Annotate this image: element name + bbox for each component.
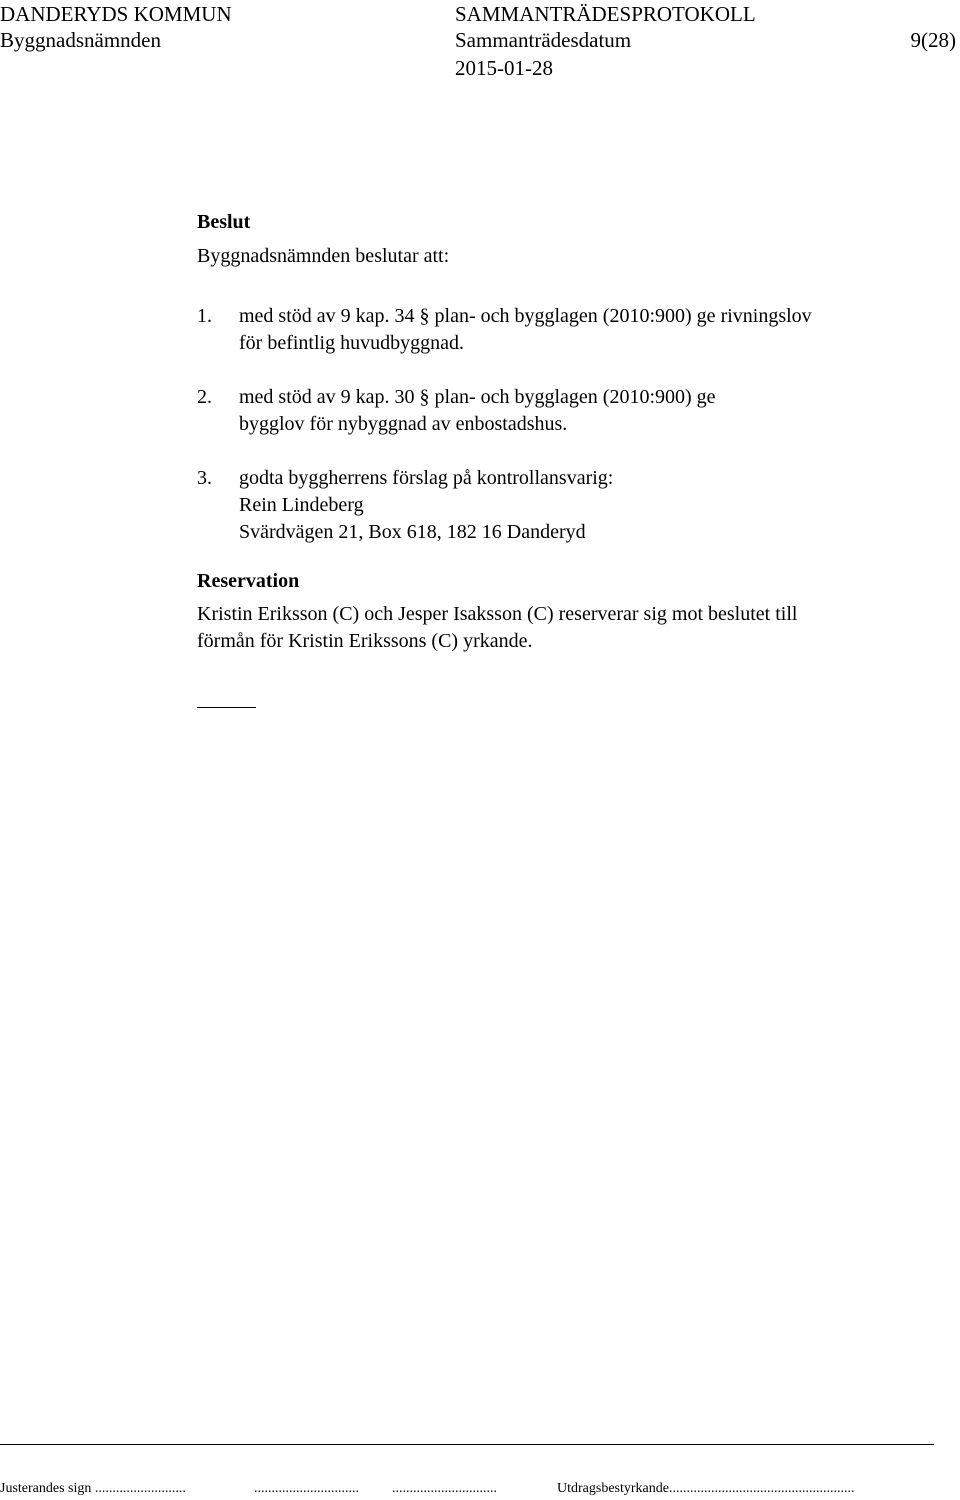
- decision-item-text: för befintlig huvudbyggnad.: [239, 332, 464, 354]
- committee-name: Byggnadsnämnden: [0, 28, 161, 52]
- signature-dots: ..............................: [392, 1481, 497, 1496]
- meeting-date-label: Sammanträdesdatum: [455, 28, 632, 52]
- footer-divider: [0, 1444, 934, 1445]
- decision-intro: Byggnadsnämnden beslutar att:: [197, 245, 450, 267]
- municipality-name: DANDERYDS KOMMUN: [0, 2, 232, 26]
- decision-heading: Beslut: [197, 211, 251, 233]
- meeting-date: 2015-01-28: [455, 56, 553, 80]
- decision-item-number: 1.: [197, 305, 212, 327]
- page-number: 9(28): [910, 28, 956, 52]
- decision-item-number: 3.: [197, 467, 212, 489]
- decision-item-text: bygglov för nybyggnad av enbostadshus.: [239, 413, 568, 435]
- decision-item-text: Rein Lindeberg: [239, 494, 364, 516]
- section-end-rule: [197, 707, 256, 708]
- justerandes-sign-field: Justerandes sign ..........................: [0, 1481, 186, 1496]
- decision-item-text: Svärdvägen 21, Box 618, 182 16 Danderyd: [239, 521, 586, 543]
- decision-item-text: godta byggherrens förslag på kontrollansvarig:: [239, 467, 614, 489]
- document-type: SAMMANTRÄDESPROTOKOLL: [455, 2, 756, 26]
- reservation-text: Kristin Eriksson (C) och Jesper Isaksson (C) reserverar sig mot beslutet till: [197, 603, 798, 625]
- reservation-text: förmån för Kristin Erikssons (C) yrkande.: [197, 630, 533, 652]
- decision-item-text: med stöd av 9 kap. 34 § plan- och bygglagen (2010:900) ge rivningslov: [239, 305, 812, 327]
- decision-item-number: 2.: [197, 386, 212, 408]
- signature-dots: ..............................: [254, 1481, 359, 1496]
- decision-item-text: med stöd av 9 kap. 30 § plan- och bygglagen (2010:900) ge: [239, 386, 716, 408]
- reservation-heading: Reservation: [197, 570, 300, 592]
- utdragsbestyrkande-field: Utdragsbestyrkande.....................................................: [557, 1481, 855, 1496]
